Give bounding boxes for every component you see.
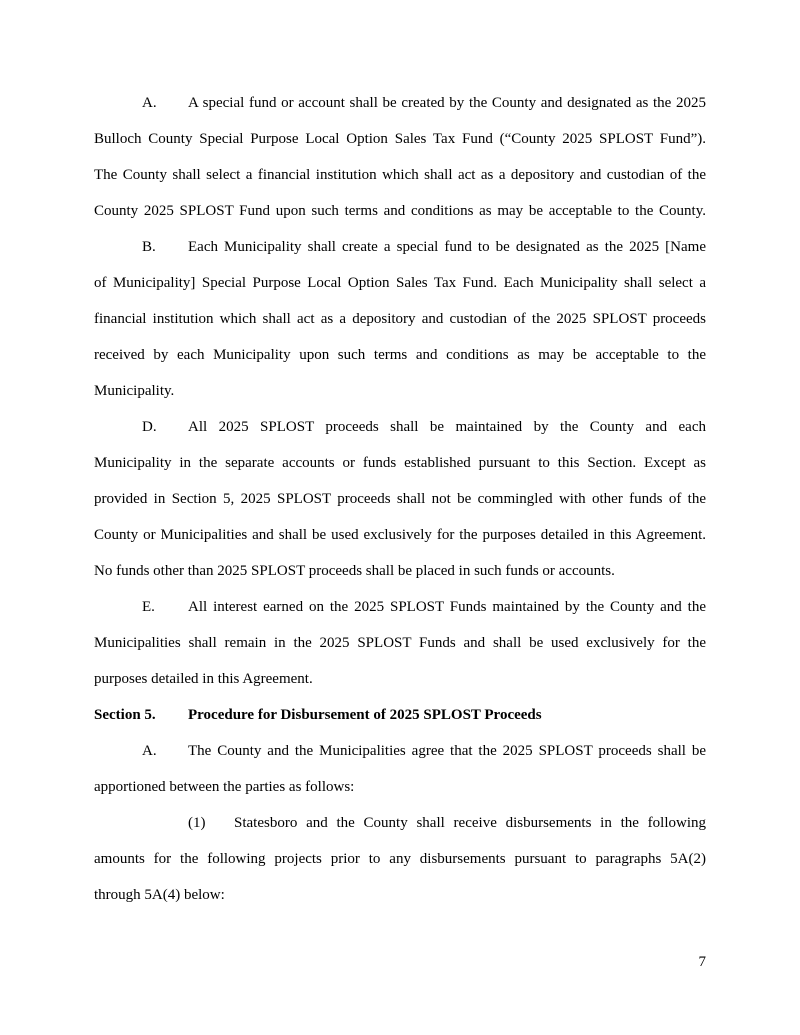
paragraph-line: County 2025 SPLOST Fund upon such terms and conditions as may be acceptable to the County. — [94, 203, 706, 219]
page-number: 7 — [698, 954, 706, 970]
paragraph-line: Municipality. — [94, 383, 175, 399]
paragraph-line: No funds other than 2025 SPLOST proceeds shall be placed in such funds or accounts. — [94, 563, 615, 579]
section-number: Section 5. — [94, 707, 156, 723]
paragraph-line: E. All interest earned on the 2025 SPLOST Funds maintained by the County and the — [94, 595, 706, 631]
section-title: Procedure for Disbursement of 2025 SPLOST Proceeds — [188, 707, 542, 723]
subparagraph-marker: (1) — [188, 815, 206, 831]
page-body — [94, 91, 706, 919]
paragraph-line: amounts for the following projects prior to any disbursements pursuant to paragraphs 5A(2) — [94, 851, 706, 867]
paragraph-marker: D. — [142, 419, 157, 435]
paragraph-line: of Municipality] Special Purpose Local Option Sales Tax Fund. Each Municipality shall select a — [94, 275, 706, 291]
paragraph-line: through 5A(4) below: — [94, 887, 225, 903]
paragraph-e — [94, 595, 706, 703]
paragraph-marker: A. — [142, 743, 157, 759]
paragraph-d — [94, 415, 706, 595]
paragraph-line: D. All 2025 SPLOST proceeds shall be maintained by the County and each — [94, 415, 706, 451]
paragraph-line: Municipalities shall remain in the 2025 SPLOST Funds and shall be used exclusively for the — [94, 635, 706, 651]
paragraph-marker: A. — [142, 95, 157, 111]
paragraph-line: received by each Municipality upon such terms and conditions as may be acceptable to the — [94, 347, 706, 363]
paragraph-marker: E. — [142, 599, 155, 615]
section-heading — [94, 703, 706, 739]
paragraph-line: A. A special fund or account shall be created by the County and designated as the 2025 — [94, 91, 706, 127]
paragraph-line: Bulloch County Special Purpose Local Option Sales Tax Fund (“County 2025 SPLOST Fund”). — [94, 131, 706, 147]
paragraph-a — [94, 91, 706, 235]
paragraph-line: A. The County and the Municipalities agree that the 2025 SPLOST proceeds shall be — [94, 739, 706, 775]
paragraph-line: (1) Statesboro and the County shall receive disbursements in the following — [94, 811, 706, 847]
paragraph-line: Municipality in the separate accounts or funds established pursuant to this Section. Except as — [94, 455, 706, 471]
paragraph-b — [94, 235, 706, 415]
section5-paragraph-a — [94, 739, 706, 811]
paragraph-marker: B. — [142, 239, 156, 255]
subparagraph-1 — [94, 811, 706, 919]
paragraph-line: B. Each Municipality shall create a special fund to be designated as the 2025 [Name — [94, 235, 706, 271]
paragraph-line: provided in Section 5, 2025 SPLOST proceeds shall not be commingled with other funds of the — [94, 491, 706, 507]
paragraph-line: financial institution which shall act as a depository and custodian of the 2025 SPLOST proceeds — [94, 311, 706, 327]
paragraph-line: The County shall select a financial institution which shall act as a depository and custodian of the — [94, 167, 706, 183]
paragraph-line: purposes detailed in this Agreement. — [94, 671, 313, 687]
paragraph-line: apportioned between the parties as follows: — [94, 779, 355, 795]
paragraph-line: County or Municipalities and shall be used exclusively for the purposes detailed in this Agreement. — [94, 527, 706, 543]
